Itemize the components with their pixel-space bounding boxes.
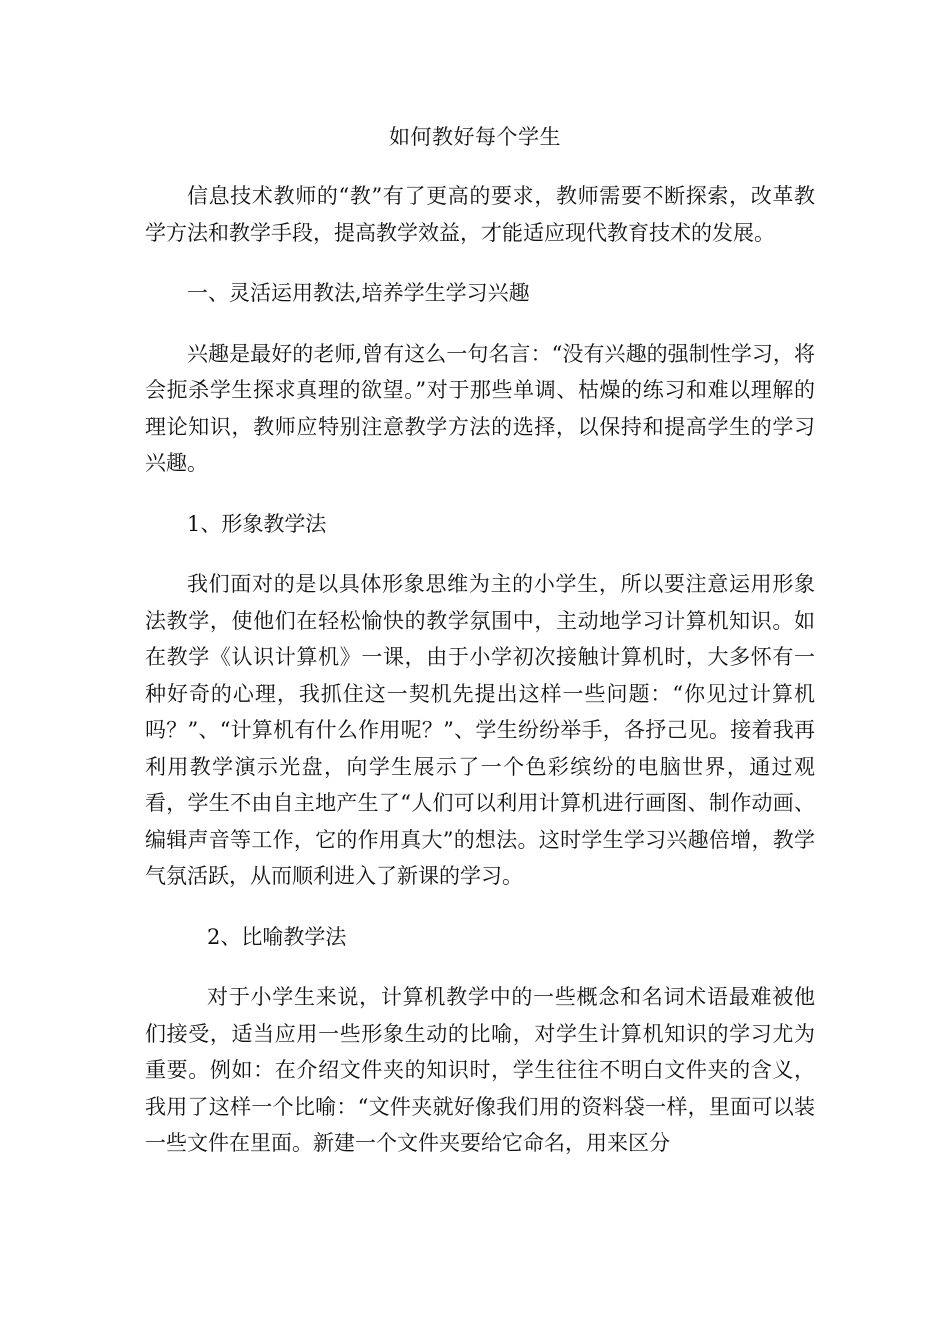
- paragraph-gap: [145, 251, 815, 275]
- method-heading-1: 1、形象教学法: [187, 511, 327, 536]
- paragraph-gap: [145, 312, 815, 336]
- document-body: [145, 178, 815, 1162]
- section-heading-1: 一、灵活运用教法,培养学生学习兴趣: [187, 281, 530, 305]
- method2-paragraph: 对于小学生来说，计算机教学中的一些概念和名词术语最难被他们接受，适当应用一些形象生动的比喻，对学生计算机知识的学习尤为重要。例如：在介绍文件夹的知识时，学生往往不明白文件夹的含义，我用了这样一个比喻：“文件夹就好像我们用的资料袋一样，里面可以装一些文件在里面。新建一个文件夹要给它命名，用来区分: [145, 985, 815, 1155]
- method-heading-2: 2、比喻教学法: [207, 924, 347, 949]
- document-title: 如何教好每个学生: [389, 125, 561, 149]
- section1-paragraph: 兴趣是最好的老师,曾有这么一句名言：“没有兴趣的强制性学习，将会扼杀学生探求真理的欲望。”对于那些单调、枯燥的练习和难以理解的理论知识，教师应特别注意教学方法的选择，以保持和提高学生的学习兴趣。: [145, 341, 815, 475]
- paragraph-gap: [145, 542, 815, 566]
- paragraph-gap: [145, 482, 815, 506]
- method1-paragraph: 我们面对的是以具体形象思维为主的小学生，所以要注意运用形象法教学，使他们在轻松愉快的教学氛围中，主动地学习计算机知识。如在教学《认识计算机》一课，由于小学初次接触计算机时，大多怀有一种好奇的心理，我抓住这一契机先提出这样一些问题：“你见过计算机吗？”、“计算机有什么作用呢？”、学生纷纷举手，各抒己见。接着我再利用教学演示光盘，向学生展示了一个色彩缤纷的电脑世界，通过观看，学生不由自主地产生了“人们可以利用计算机进行画图、制作动画、编辑声音等工作，它的作用真大”的想法。这时学生学习兴趣倍增，教学气氛活跃，从而顺利进入了新课的学习。: [145, 572, 815, 888]
- intro-paragraph: 信息技术教师的“教”有了更高的要求，教师需要不断探索，改革教学方法和教学手段，提高教学效益，才能适应现代教育技术的发展。: [145, 184, 815, 245]
- paragraph-gap: [145, 895, 815, 919]
- paragraph-gap: [145, 955, 815, 979]
